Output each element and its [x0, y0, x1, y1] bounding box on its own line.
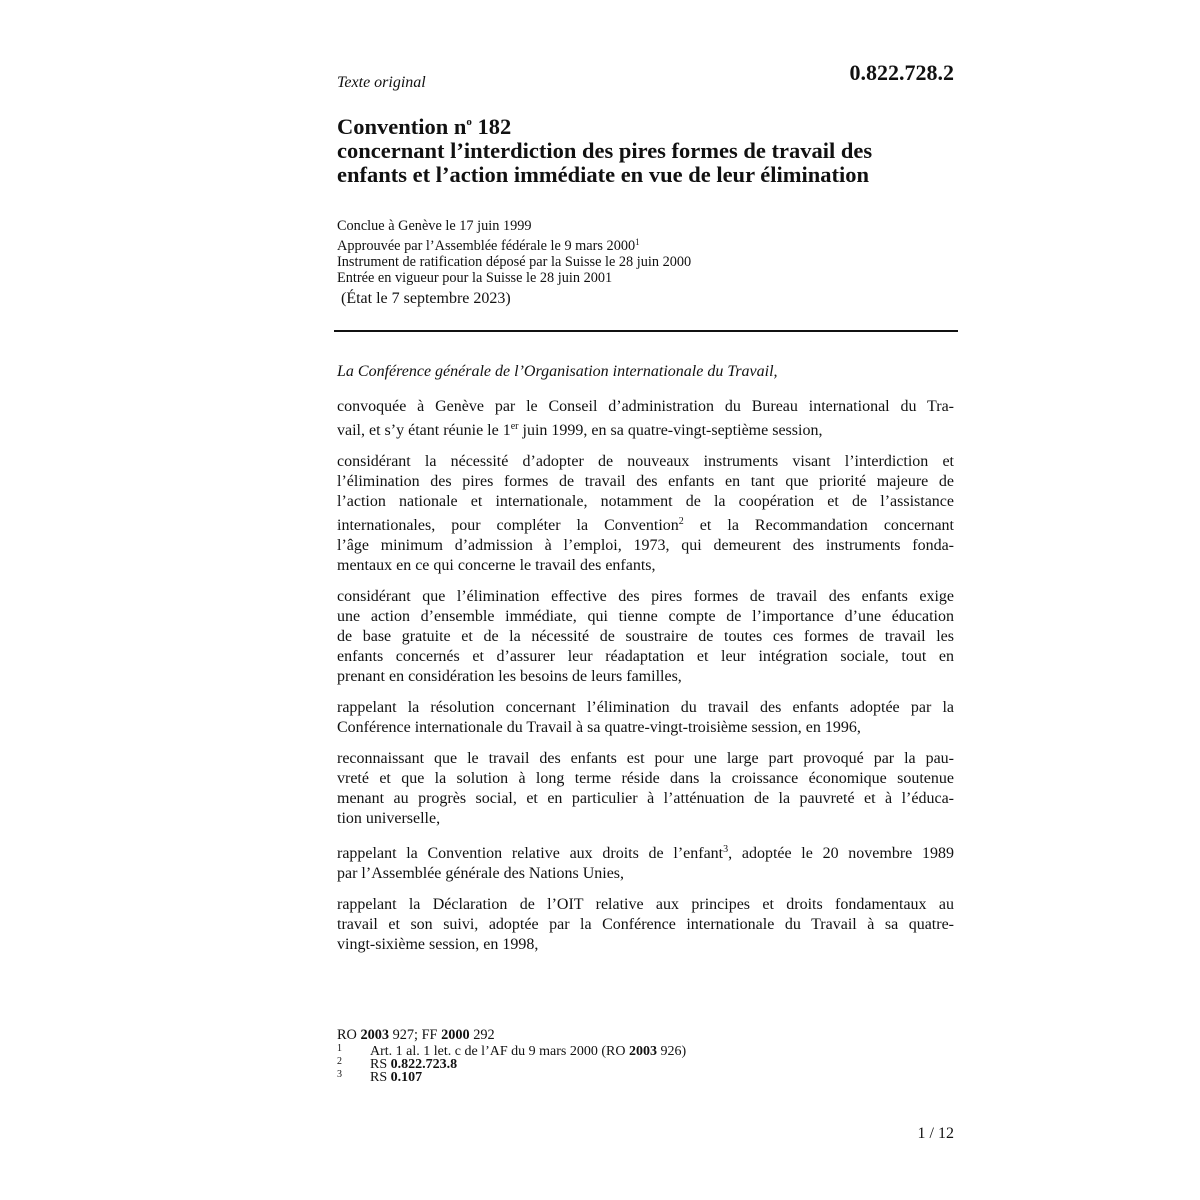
- page-number: 1 / 12: [917, 1125, 954, 1142]
- footnote-ref-1[interactable]: 1: [635, 237, 640, 247]
- title-line-2: concernant l’interdiction des pires formes de travail des: [337, 138, 873, 163]
- footnote-ref-2[interactable]: 2: [678, 516, 684, 527]
- footnote-ref-3[interactable]: 3: [723, 844, 729, 855]
- original-text-label: Texte original: [337, 74, 426, 91]
- title-line-1: Convention $n^o$ 182: [337, 114, 512, 139]
- official-publication-ref: RO 2003 927; FF 2000 292: [337, 1027, 495, 1043]
- meta-entry: Entrée en vigueur pour la Suisse le 28 juin 2001: [337, 270, 613, 286]
- footnotes: [337, 1027, 954, 1084]
- preamble-paragraph-3: considérant que l’élimination effective des pires formes de travail des enfants exige une action d’ensemble immédiate, qui tienne compte de l’importance d’une éducation de base gratuite et de la nécessité de soustraire de toutes ces formes de travail les enfants concernés et d’assurer leur réadaptation et leur intégration sociale, tout en prenant en considération les besoins de leurs familles,: [337, 588, 954, 685]
- footnote-2: 2 RS 0.822.723.8: [337, 1056, 458, 1072]
- document-title: [337, 110, 954, 187]
- preamble-paragraph-6: rappelant la Convention relative aux droits de l’enfant$^3$, adoptée le 20 novembre 1989 par l’Assemblée générale des Nations Unies,: [337, 844, 954, 882]
- document-metadata: [337, 218, 954, 286]
- footnote-3: 3 RS 0.107: [337, 1069, 423, 1085]
- meta-ratification: Instrument de ratification déposé par la Suisse le 28 juin 2000: [337, 254, 692, 270]
- preamble-paragraph-4: rappelant la résolution concernant l’élimination du travail des enfants adoptée par la Conférence internationale du Travail à sa quatre-vingt-troisième session, en 1996,: [337, 699, 954, 736]
- preamble-body: [337, 397, 954, 966]
- rs-number: 0.822.728.2: [849, 60, 954, 85]
- meta-concluded: Conclue à Genève le 17 juin 1999: [337, 218, 532, 234]
- state-date: (État le 7 septembre 2023): [341, 290, 511, 307]
- header-divider: [334, 330, 958, 332]
- footnote-1: 1 Art. 1 al. 1 let. c de l’AF du 9 mars 2000 (RO 2003 926): [337, 1043, 687, 1059]
- meta-approved: Approuvée par l’Assemblée fédérale le 9 mars 2000$^1$: [337, 237, 640, 254]
- preamble-paragraph-5: reconnaissant que le travail des enfants est pour une large part provoqué par la pau- vreté et que la solution à long terme réside dans la croissance économique soutenue menant au progrès social, et en particulier à l’atténuation de la pauvreté et à l’éduca- tion universelle,: [337, 750, 954, 827]
- preamble-intro: La Conférence générale de l’Organisation internationale du Travail,: [337, 363, 778, 380]
- preamble-paragraph-7: rappelant la Déclaration de l’OIT relative aux principes et droits fondamentaux au travail et son suivi, adoptée par la Conférence internationale du Travail à sa quatre- vingt-sixième session, en 1998,: [337, 896, 954, 953]
- title-line-3: enfants et l’action immédiate en vue de leur élimination: [337, 162, 870, 187]
- preamble-paragraph-2: considérant la nécessité d’adopter de nouveaux instruments visant l’interdiction et l’élimination des pires formes de travail des enfants en tant que priorité majeure de l’action nationale et internationale, notamment de la coopération et de l’assistance internationales, pour compléter la Convention$^2$ et la Recommandation concernant l’âge minimum d’admission à l’emploi, 1973, qui demeurent des instruments fonda- mentaux en ce qui concerne le travail des enfants,: [337, 453, 954, 574]
- preamble-paragraph-1: convoquée à Genève par le Conseil d’administration du Bureau international du Tra- vail, et s’y étant réunie le 1er juin 1999, en sa quatre-vingt-septième session,: [337, 398, 954, 439]
